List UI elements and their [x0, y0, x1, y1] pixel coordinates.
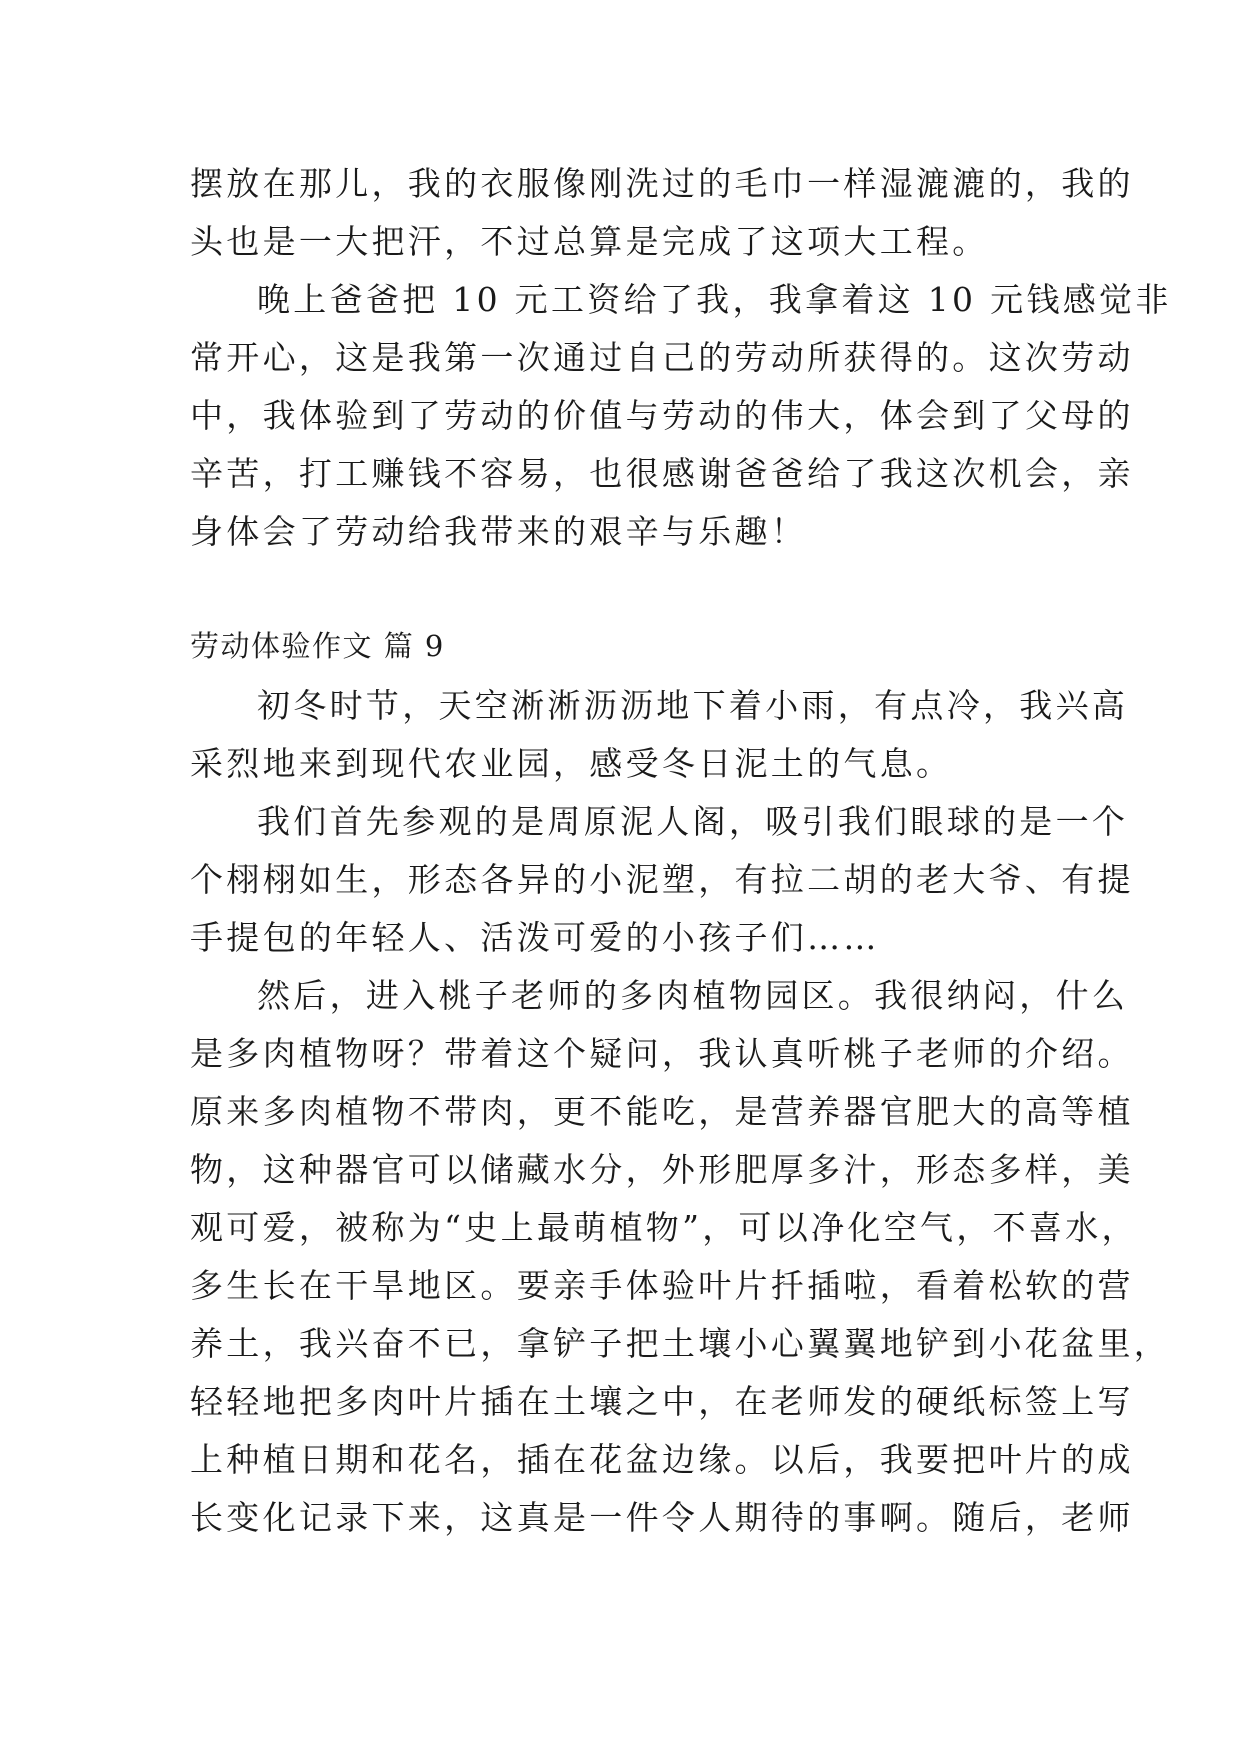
paragraph-line: 手提包的年轻人、活泼可爱的小孩子们…… [190, 918, 880, 957]
paragraph-line: 上种植日期和花名，插在花盆边缘。以后，我要把叶片的成 [190, 1440, 1134, 1479]
paragraph-line: 初冬时节，天空淅淅沥沥地下着小雨，有点冷，我兴高 [257, 686, 1129, 725]
paragraph-line: 是多肉植物呀？带着这个疑问，我认真听桃子老师的介绍。 [190, 1034, 1134, 1073]
paragraph-line: 身体会了劳动给我带来的艰辛与乐趣！ [190, 512, 808, 551]
paragraph-line: 采烈地来到现代农业园，感受冬日泥土的气息。 [190, 744, 953, 783]
paragraph-line: 晚上爸爸把 10 元工资给了我，我拿着这 10 元钱感觉非 [257, 280, 1172, 319]
paragraph-line: 我们首先参观的是周原泥人阁，吸引我们眼球的是一个 [257, 802, 1129, 841]
paragraph-line: 多生长在干旱地区。要亲手体验叶片扦插啦，看着松软的营 [190, 1266, 1134, 1305]
paragraph-line: 然后，进入桃子老师的多肉植物园区。我很纳闷，什么 [257, 976, 1129, 1015]
paragraph-line: 常开心，这是我第一次通过自己的劳动所获得的。这次劳动 [190, 338, 1134, 377]
paragraph-line: 养土，我兴奋不已，拿铲子把土壤小心翼翼地铲到小花盆里， [190, 1324, 1171, 1363]
paragraph-line: 原来多肉植物不带肉，更不能吃，是营养器官肥大的高等植 [190, 1092, 1134, 1131]
paragraph-line: 物，这种器官可以储藏水分，外形肥厚多汁，形态多样，美 [190, 1150, 1134, 1189]
paragraph-line: 个栩栩如生，形态各异的小泥塑，有拉二胡的老大爷、有提 [190, 860, 1134, 899]
section-title: 劳动体验作文 篇 9 [190, 629, 445, 663]
paragraph-line: 中，我体验到了劳动的价值与劳动的伟大，体会到了父母的 [190, 396, 1134, 435]
paragraph-line: 头也是一大把汗，不过总算是完成了这项大工程。 [190, 222, 989, 261]
paragraph-line: 观可爱，被称为“史上最萌植物”，可以净化空气，不喜水， [190, 1208, 1138, 1247]
paragraph-line: 摆放在那儿，我的衣服像刚洗过的毛巾一样湿漉漉的，我的 [190, 164, 1134, 203]
paragraph-line: 辛苦，打工赚钱不容易，也很感谢爸爸给了我这次机会，亲 [190, 454, 1134, 493]
paragraph-line: 轻轻地把多肉叶片插在土壤之中，在老师发的硬纸标签上写 [190, 1382, 1134, 1421]
paragraph-line: 长变化记录下来，这真是一件令人期待的事啊。随后，老师 [190, 1498, 1134, 1537]
